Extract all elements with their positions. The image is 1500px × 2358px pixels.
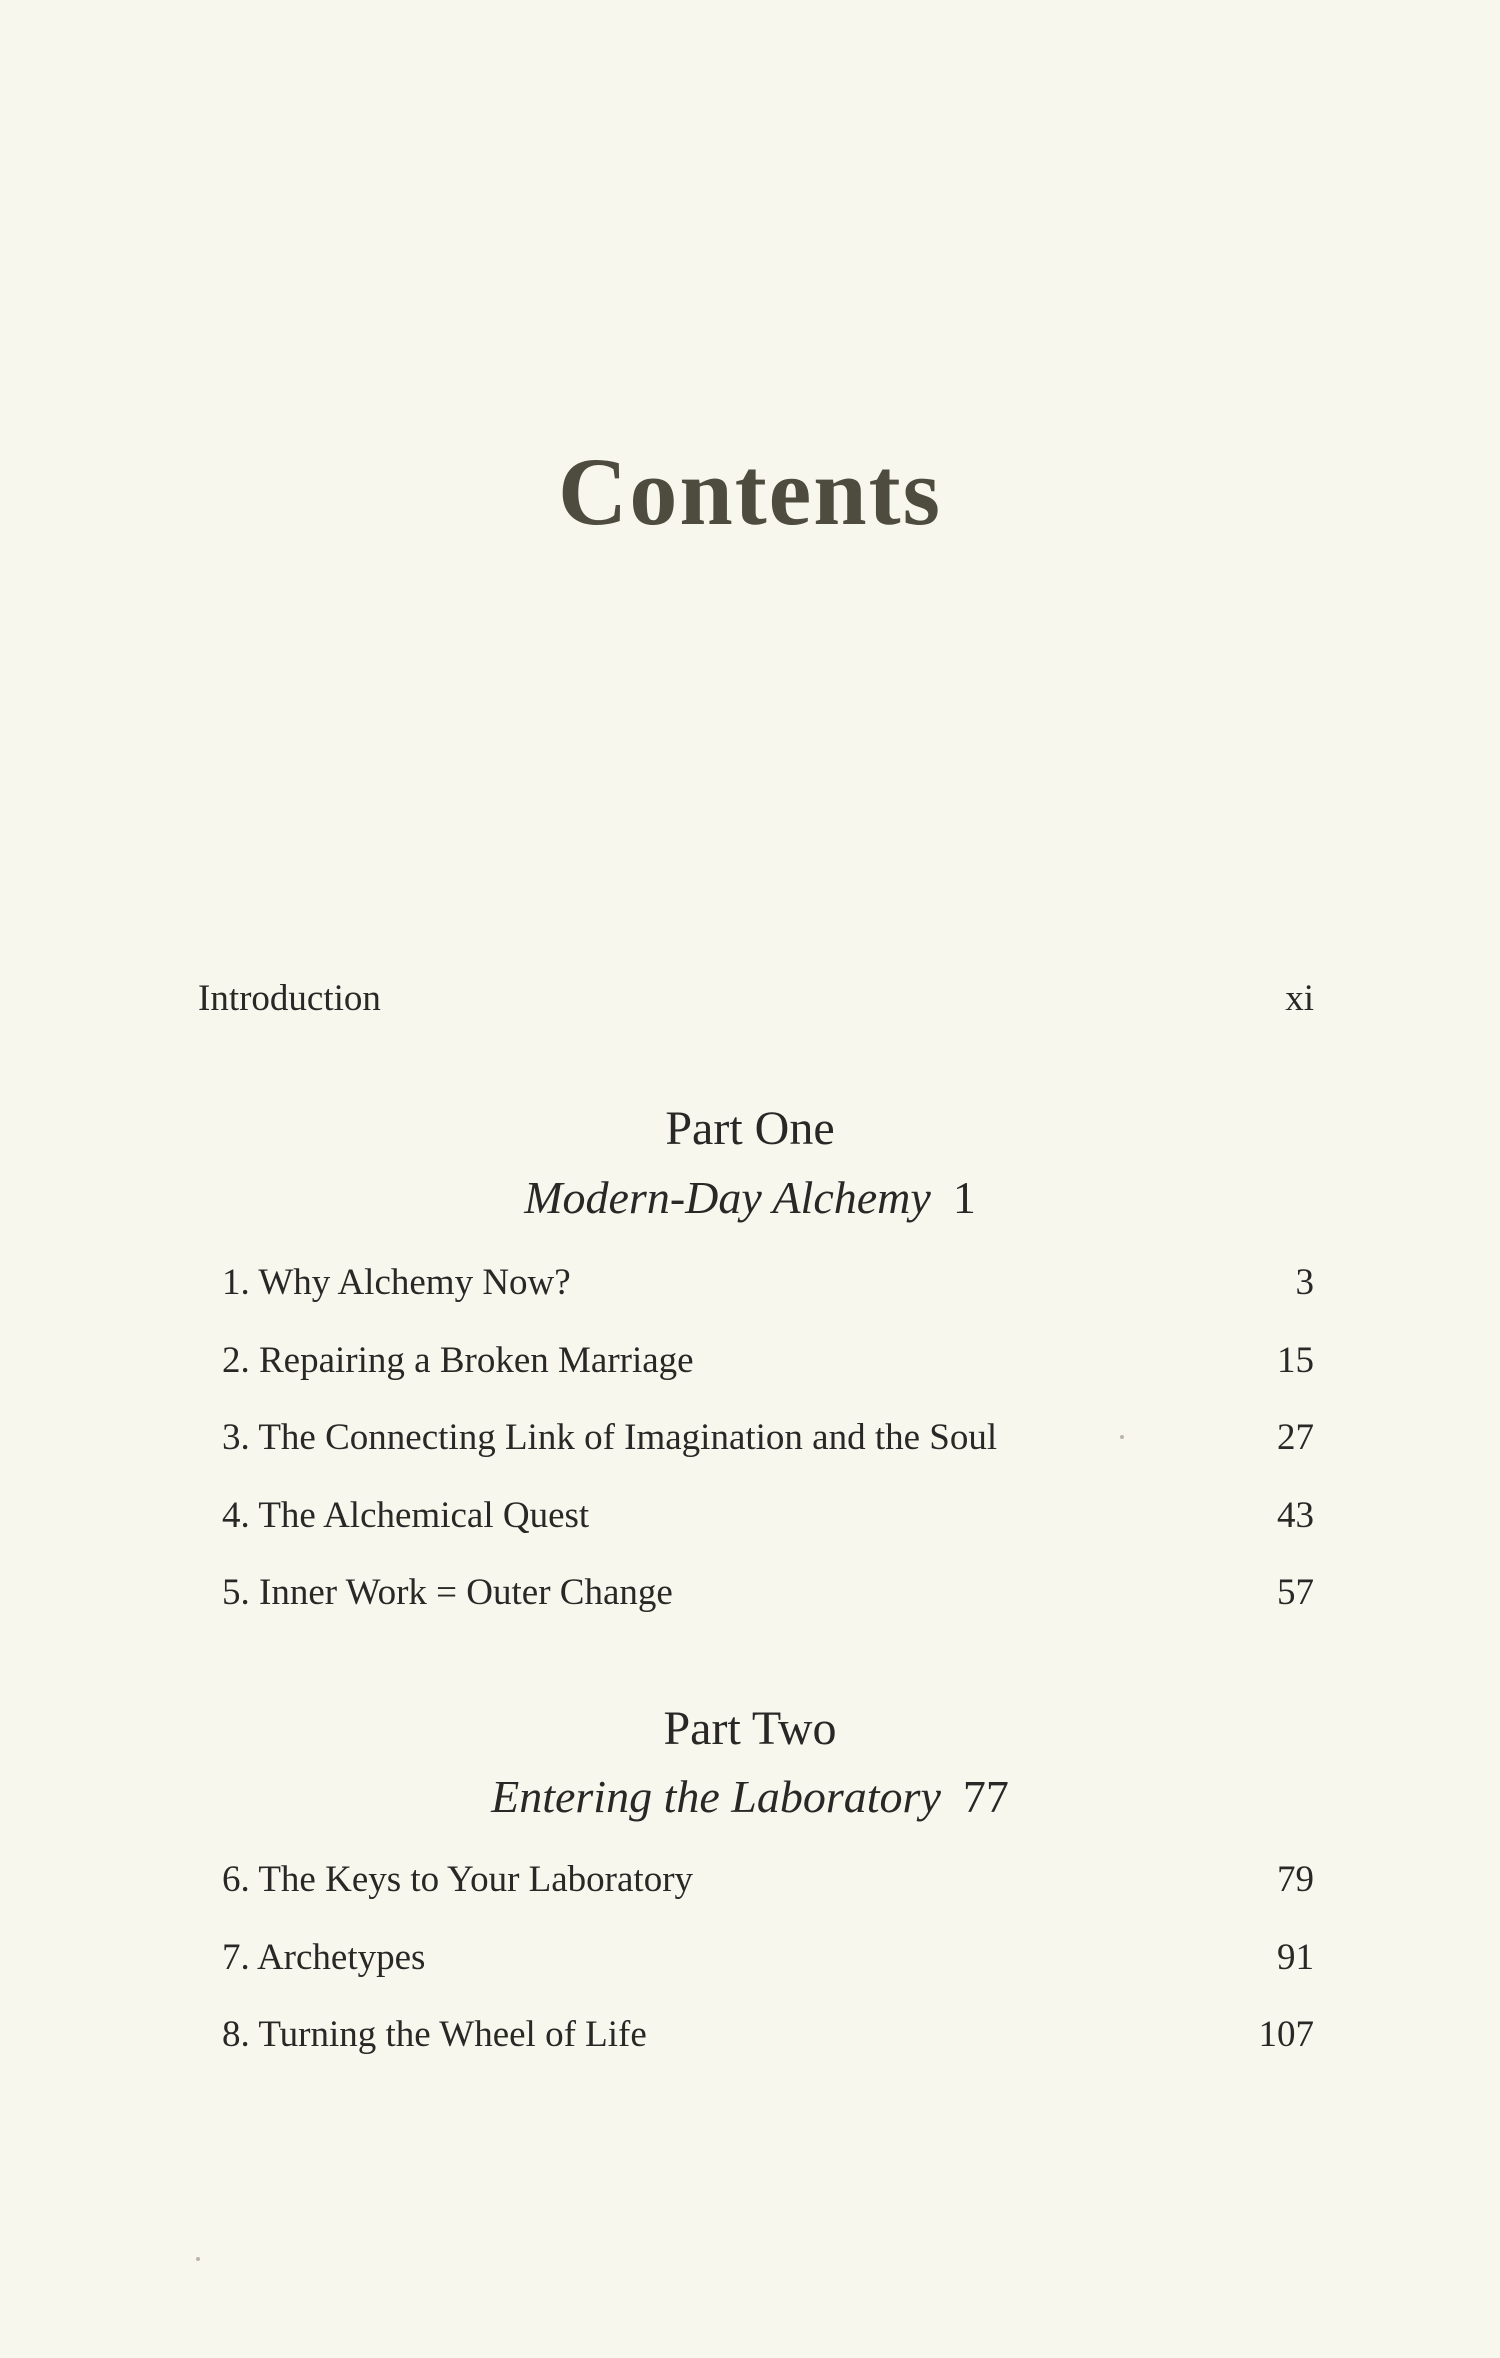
toc-entry-label: 2. Repairing a Broken Marriage — [222, 1340, 694, 1381]
toc-entry-page-number: 107 — [1258, 2014, 1314, 2055]
page-title: Contents — [557, 438, 942, 546]
toc-entry-chapter[interactable] — [222, 1497, 1314, 1541]
toc-entry-chapter[interactable] — [222, 1264, 1314, 1308]
toc-entry-page-number: 27 — [1277, 1417, 1314, 1458]
part-subtitle-title: Modern-Day Alchemy — [524, 1172, 931, 1223]
toc-entry-label: 6. The Keys to Your Laboratory — [222, 1859, 694, 1900]
toc-entry-label: 4. The Alchemical Quest — [222, 1495, 590, 1536]
toc-entry-chapter[interactable] — [222, 2016, 1314, 2060]
scan-speck — [1120, 1435, 1124, 1439]
part-subtitle-page-number: 77 — [962, 1771, 1009, 1822]
toc-entry-page-number: 79 — [1277, 1859, 1314, 1900]
toc-entry-page-number: 15 — [1277, 1340, 1314, 1381]
toc-entry-page-number: 91 — [1277, 1937, 1314, 1978]
toc-entry-page-number: 57 — [1277, 1572, 1314, 1613]
toc-entry-chapter[interactable] — [222, 1861, 1314, 1905]
part-subtitle[interactable] — [0, 1172, 1500, 1223]
toc-entry-page-number: 43 — [1277, 1495, 1314, 1536]
toc-entry-chapter[interactable] — [222, 1419, 1314, 1463]
toc-entry-label: 7. Archetypes — [222, 1937, 426, 1978]
toc-entry-chapter[interactable] — [222, 1342, 1314, 1386]
toc-entry-page-number: 3 — [1295, 1262, 1314, 1303]
part-subtitle-title: Entering the Laboratory — [491, 1771, 941, 1822]
toc-entry-chapter[interactable] — [222, 1939, 1314, 1983]
toc-entry-chapter[interactable] — [222, 1574, 1314, 1618]
toc-entry-page-number: xi — [1285, 978, 1314, 1019]
toc-entry-label: 5. Inner Work = Outer Change — [222, 1572, 673, 1613]
toc-entry-introduction[interactable] — [198, 980, 1314, 1024]
toc-entry-label: 1. Why Alchemy Now? — [222, 1262, 571, 1303]
toc-entry-label: 8. Turning the Wheel of Life — [222, 2014, 647, 2055]
part-heading: Part One — [665, 1102, 835, 1155]
part-heading: Part Two — [663, 1702, 837, 1755]
part-subtitle-page-number: 1 — [952, 1172, 976, 1223]
toc-entry-label: Introduction — [198, 978, 381, 1019]
toc-entry-label: 3. The Connecting Link of Imagination and the Soul — [222, 1417, 998, 1458]
scan-speck — [196, 2257, 200, 2261]
part-subtitle[interactable] — [0, 1771, 1500, 1822]
